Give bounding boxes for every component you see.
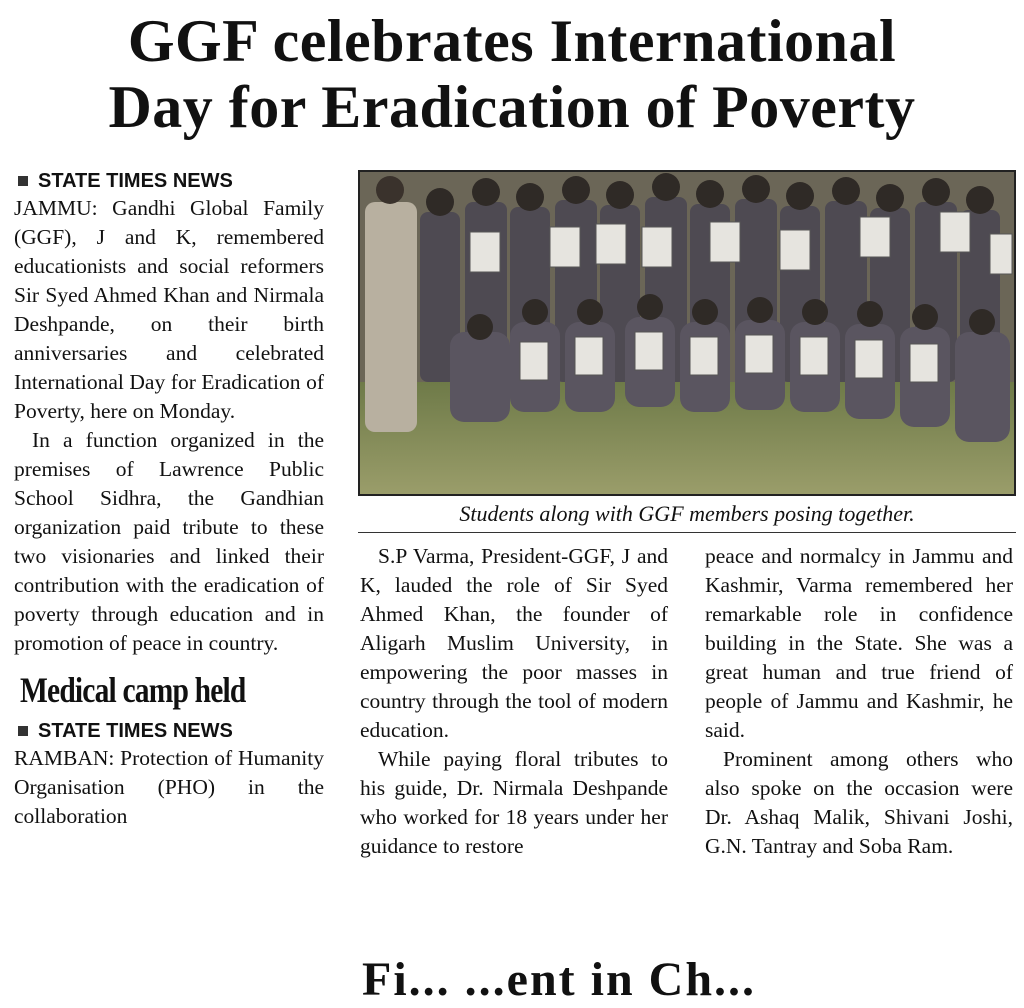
paragraph: Prominent among others who also spoke on the occasion were Dr. Ashaq Malik, Shivani Joshi, G.N. Tantray and Soba Ram. — [705, 747, 1013, 858]
paragraph: S.P Varma, President-GGF, J and K, lauded the role of Sir Syed Ahmed Khan, the founder of Aligarh Muslim University, in empowering the poor masses in country through the tool of modern education. — [360, 544, 668, 742]
headline-line-1: GGF celebrates International — [127, 8, 897, 74]
photo-caption: Students along with GGF members posing together. — [358, 498, 1016, 533]
medical-camp-headline: Medical camp held — [20, 670, 246, 710]
next-headline-fragment: Fi... ...ent in Ch... — [362, 953, 757, 1006]
byline — [14, 718, 324, 744]
article-column-3 — [705, 542, 1013, 861]
square-bullet-icon — [18, 726, 28, 736]
byline-text: STATE TIMES NEWS — [38, 720, 233, 742]
square-bullet-icon — [18, 176, 28, 186]
article-column-2 — [360, 542, 668, 861]
paragraph: peace and normalcy in Jammu and Kashmir, Varma remembered her remarkable role in confidence building in the State. She was a great human and true friend of people of Jammu and Kashmir, he said. — [705, 544, 1013, 742]
main-headline — [0, 8, 1024, 140]
byline — [14, 168, 324, 194]
paragraph: RAMBAN: Protection of Humanity Organisation (PHO) in the collaboration — [14, 746, 324, 828]
group-photo-illustration — [360, 172, 1014, 494]
headline-line-2: Day for Eradication of Poverty — [108, 74, 916, 140]
group-photo — [358, 170, 1016, 496]
paragraph: In a function organized in the premises of Lawrence Public School Sidhra, the Gandhian organization paid tribute to these two visionaries and linked their contribution with the eradication of poverty through education and in promotion of peace in country. — [14, 428, 324, 655]
article-column-1 — [14, 168, 324, 831]
paragraph: While paying floral tributes to his guide, Dr. Nirmala Deshpande who worked for 18 years under her guidance to restore — [360, 747, 668, 858]
paragraph: JAMMU: Gandhi Global Family (GGF), J and K, remembered educationists and social reformers Sir Syed Ahmed Khan and Nirmala Deshpande, on their birth anniversaries and celebrated International Day for Eradication of Poverty, here on Monday. — [14, 196, 324, 423]
byline-text: STATE TIMES NEWS — [38, 170, 233, 192]
